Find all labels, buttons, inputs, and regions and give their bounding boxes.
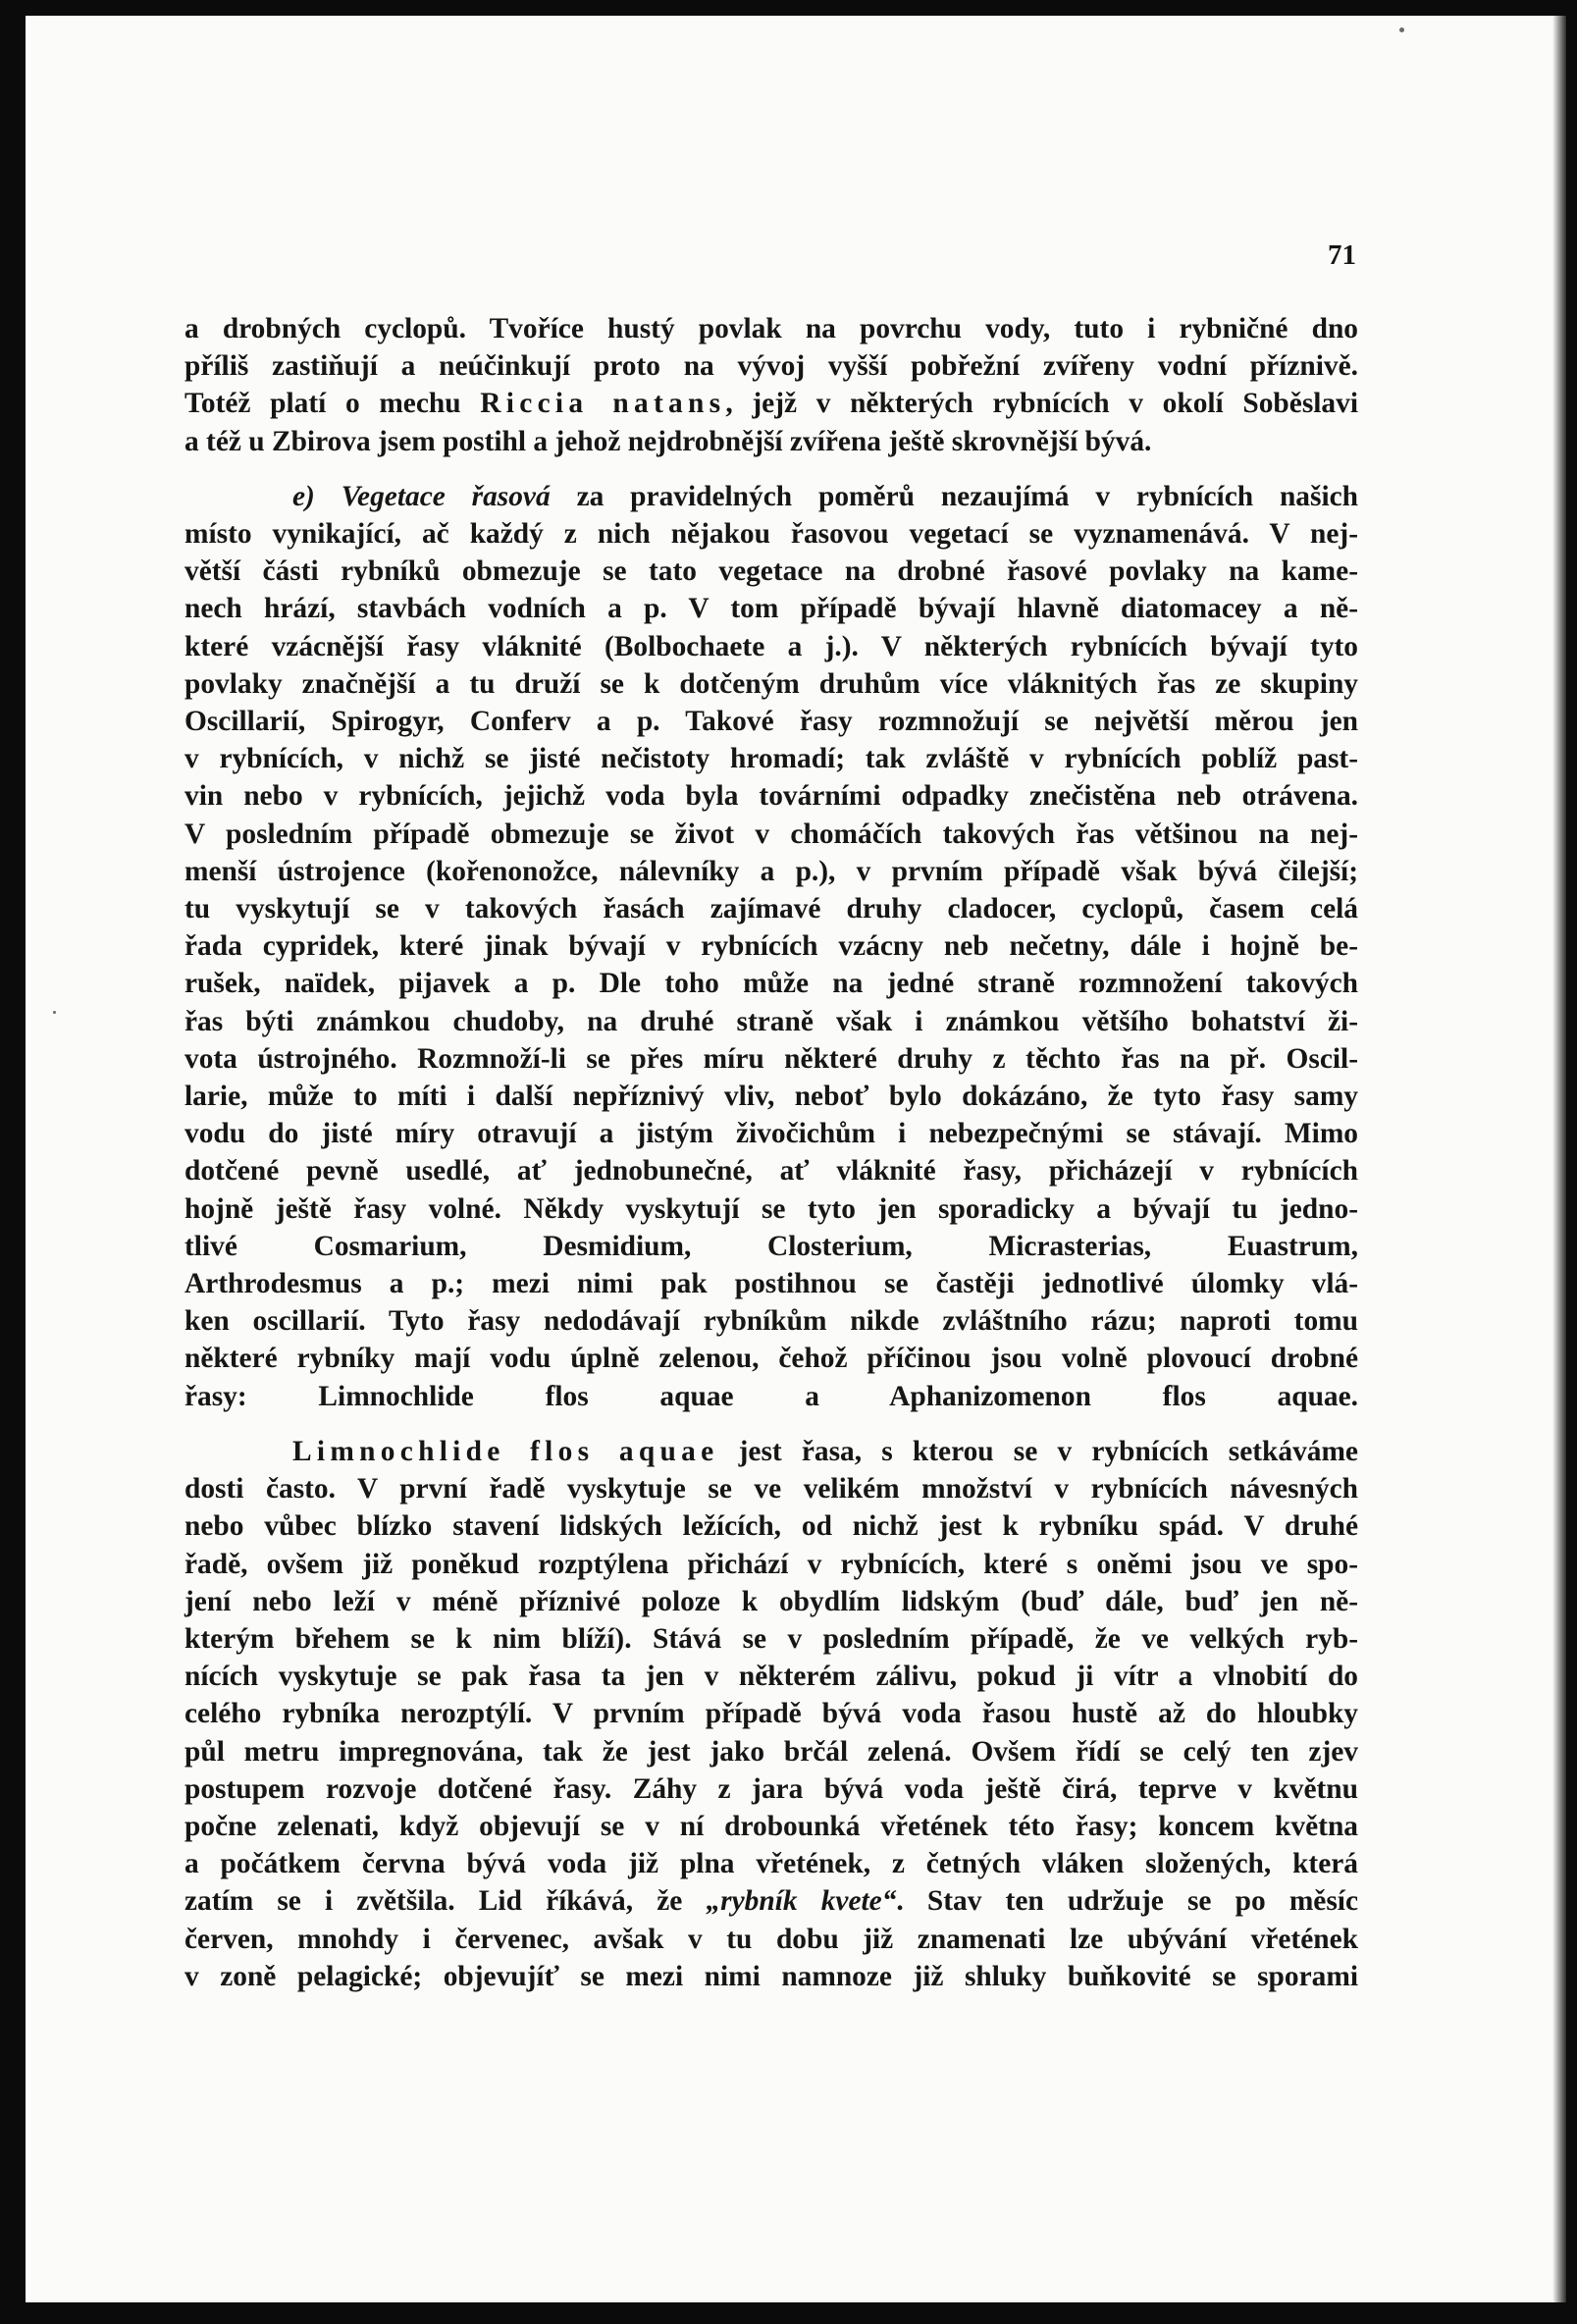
scanned-page: [26, 16, 1566, 2302]
text-line: řasy: Limnochlide flos aquae a Aphanizomenon flos aquae.: [184, 1380, 1358, 1412]
text-line: vodu do jisté míry otravují a jistým živočichům i nebezpečnými se stávají. Mimo: [184, 1118, 1358, 1150]
text-line: e) Vegetace řasová za pravidelných poměrů nezaujímá v rybnících našich: [292, 480, 1358, 512]
text-line: nech hrází, stavbách vodních a p. V tom případě bývají hlavně diatomacey a ně-: [184, 593, 1358, 625]
page-number: 71: [1328, 239, 1356, 271]
text-line: půl metru impregnována, tak že jest jako brčál zelená. Ovšem řídí se celý ten zjev: [184, 1735, 1358, 1768]
text-line: celého rybníka nerozptýlí. V prvním případě bývá voda řasou hustě až do hloubky: [184, 1698, 1358, 1730]
body-text: [184, 310, 1358, 1995]
scan-speck: [53, 1011, 56, 1014]
text-line: počne zelenati, když objevují se v ní drobounká vřetének této řasy; koncem května: [184, 1810, 1358, 1842]
text-line: menší ústrojence (kořenonožce, nálevníky a p.), v prvním případě však bývá čilejší;: [184, 855, 1358, 887]
text-line: postupem rozvoje dotčené řasy. Záhy z jara bývá voda ještě čirá, teprve v květnu: [184, 1772, 1358, 1805]
text-line: povlaky značnější a tu druží se k dotčeným druhům více vláknitých řas ze skupiny: [184, 667, 1358, 700]
text-line: kterým břehem se k nim blíží). Stává se v posledním případě, že ve velkých ryb-: [184, 1622, 1358, 1655]
text-line: Totéž platí o mechu Riccia natans, jejž v některých rybnících v okolí Soběslavi: [184, 388, 1358, 420]
text-line: vota ústrojného. Rozmnoží-li se přes míru některé druhy z těchto řas na př. Oscil-: [184, 1042, 1358, 1075]
text-line: a drobných cyclopů. Tvoříce hustý povlak na povrchu vody, tuto i rybničné dno: [184, 313, 1358, 344]
text-line: a též u Zbirova jsem postihl a jehož nejdrobnější zvířena ještě skrovnější bývá.: [184, 425, 1152, 457]
text-line: V posledním případě obmezuje se život v chomáčích takových řas většinou na nej-: [184, 818, 1358, 850]
text-line: vin nebo v rybnících, jejichž voda byla továrními odpadky znečistěna neb otrávena.: [184, 780, 1358, 813]
text-line: některé rybníky mají vodu úplně zelenou, čehož příčinou jsou volně plovoucí drobné: [184, 1343, 1358, 1375]
text-line: ken oscillarií. Tyto řasy nedodávají rybníkům nikde zvláštního rázu; naproti tomu: [184, 1305, 1358, 1338]
text-line: zatím se i zvětšila. Lid říkává, že „rybník kvete“. Stav ten udržuje se po měsíc: [184, 1885, 1358, 1918]
text-line: které vzácnější řasy vláknité (Bolbochaete a j.). V některých rybnících bývají tyto: [184, 630, 1358, 662]
text-line: řadě, ovšem již poněkud rozptýlena přichází v rybnících, které s oněmi jsou ve spo-: [184, 1548, 1358, 1580]
text-line: červen, mnohdy i červenec, avšak v tu dobu již znamenati lze ubývání vřetének: [184, 1923, 1358, 1955]
text-line: řada cypridek, které jinak bývají v rybnících vzácny neb nečetny, dále i hojně be-: [184, 930, 1358, 963]
text-line: v rybnících, v nichž se jisté nečistoty hromadí; tak zvláště v rybnících poblíž past-: [184, 743, 1358, 775]
text-line: příliš zastiňují a neúčinkují proto na vývoj vyšší pobřežní zvířeny vodní příznivě.: [184, 350, 1358, 383]
text-line: nících vyskytuje se pak řasa ta jen v některém zálivu, pokud ji vítr a vlnobití do: [184, 1661, 1358, 1693]
page-edge-shadow: [1552, 16, 1566, 2302]
text-line: tlivé Cosmarium, Desmidium, Closterium, Micrasterias, Euastrum,: [184, 1230, 1358, 1262]
text-line: Limnochlide flos aquae jest řasa, s kterou se v rybnících setkáváme: [292, 1435, 1358, 1467]
text-line: jení nebo leží v méně příznivé poloze k obydlím lidským (buď dále, buď jen ně-: [184, 1585, 1358, 1617]
text-line: a počátkem června bývá voda již plna vřetének, z četných vláken složených, která: [184, 1848, 1358, 1880]
text-line: nebo vůbec blízko stavení lidských ležících, od nichž jest k rybníku spád. V druhé: [184, 1510, 1358, 1543]
text-line: hojně ještě řasy volné. Někdy vyskytují se tyto jen sporadicky a bývají tu jedno-: [184, 1192, 1358, 1225]
text-line: řas býti známkou chudoby, na druhé straně však i známkou většího bohatství ži-: [184, 1005, 1358, 1037]
text-line: Arthrodesmus a p.; mezi nimi pak postihnou se častěji jednotlivé úlomky vlá-: [184, 1268, 1358, 1300]
text-line: místo vynikající, ač každý z nich nějakou řasovou vegetací se vyznamenává. V nej-: [184, 518, 1358, 551]
text-line: dosti často. V první řadě vyskytuje se ve velikém množství v rybnících návesných: [184, 1473, 1358, 1505]
text-line: dotčené pevně usedlé, ať jednobunečné, ať vláknité řasy, přicházejí v rybnících: [184, 1155, 1358, 1188]
text-line: Oscillarií, Spirogyr, Conferv a p. Takové řasy rozmnožují se největší měrou jen: [184, 706, 1358, 738]
scan-speck: [1399, 27, 1404, 32]
text-line: larie, může to míti i další nepříznivý vliv, neboť bylo dokázáno, že tyto řasy samy: [184, 1081, 1358, 1113]
text-line: rušek, naïdek, pijavek a p. Dle toho může na jedné straně rozmnožení takových: [184, 968, 1358, 1000]
text-line: v zoně pelagické; objevujíť se mezi nimi namnoze již shluky buňkovité se sporami: [184, 1960, 1358, 1992]
text-line: tu vyskytují se v takových řasách zajímavé druhy cladocer, cyclopů, časem celá: [184, 893, 1358, 925]
text-line: větší části rybníků obmezuje se tato vegetace na drobné řasové povlaky na kame-: [184, 555, 1358, 588]
